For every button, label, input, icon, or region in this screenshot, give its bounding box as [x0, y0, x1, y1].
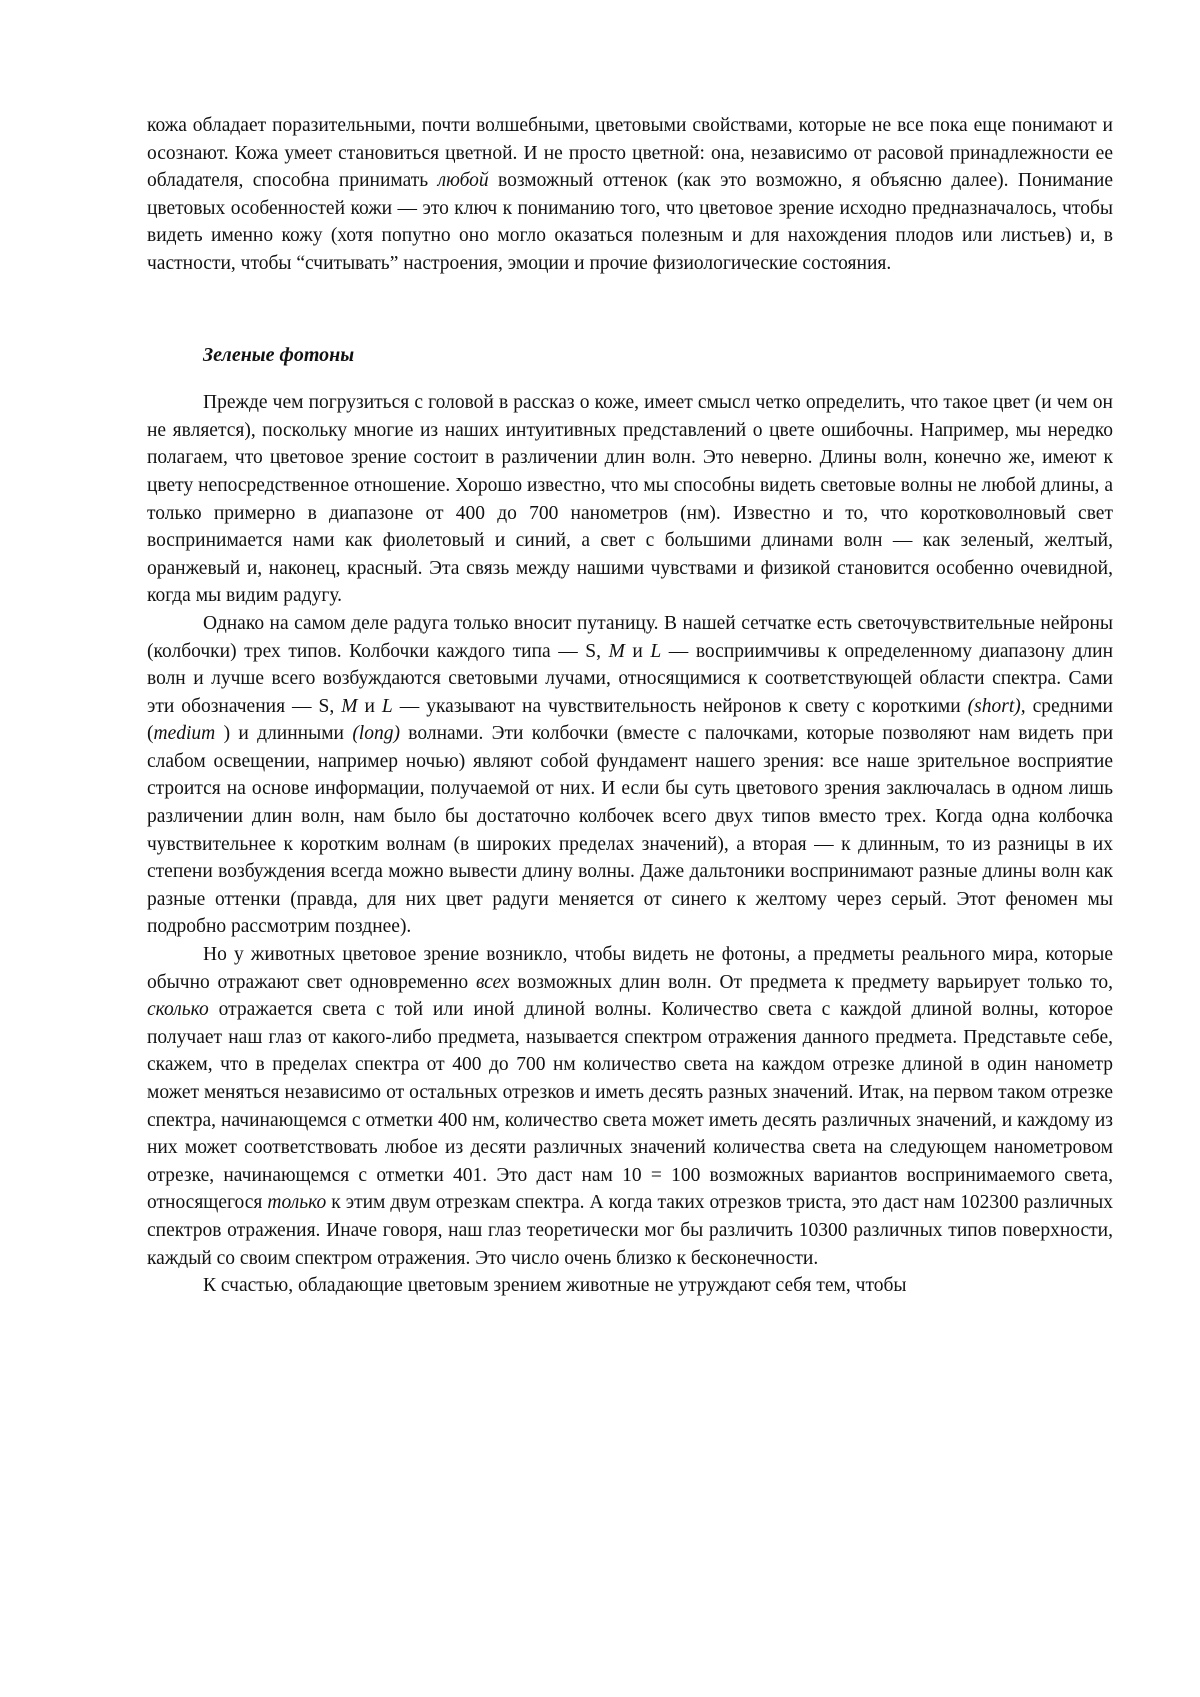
section-heading: Зеленые фотоны — [203, 343, 355, 366]
text-run: Прежде чем погрузиться с головой в рассказ о коже, имеет смысл четко определить, что такое цвет (и чем он не является), поскольку многие из наших интуитивных представлений о цвете ошибочны. Например, мы нередко полагаем, что цветовое зрение состоит в различении длин волн. Это неверно. Длины волн, конечно же, имеют к цвету непосредственное отношение. Хорошо известно, что мы способны видеть световые волны не любой длины, а только примерно в диапазоне от 400 до 700 нанометров (нм). Известно и то, что коротковолновый свет воспринимается нами как фиолетовый и синий, а свет с большими длинами волн — как зеленый, желтый, оранжевый и, наконец, красный. Эта связь между нашими чувствами и физикой становится особенно очевидной, когда мы видим радугу. — [147, 392, 1113, 607]
text-run: возможных длин волн. От предмета к предмету варьирует только то, — [509, 971, 1113, 993]
paragraph — [147, 1272, 1113, 1300]
paragraph — [147, 112, 1113, 278]
italic-text: любой — [437, 170, 489, 192]
paragraph — [147, 941, 1113, 1272]
paragraph — [147, 389, 1113, 610]
text-run: кожа обладает поразительными, почти волшебными, цветовыми свойствами, которые не все пока еще понимают и осознают. Кожа умеет становиться цветной. И не просто цветной: она, независимо от расовой принадлежности ее обладателя, способна принимать — [147, 115, 1113, 192]
text-run: возможный оттенок (как это возможно, я объясню далее). Понимание цветовых особенностей кожи — это ключ к пониманию того, что цветовое зрение исходно предназначалось, чтобы видеть именно кожу (хотя попутно оно могло оказаться полезным и для нахождения плодов или листьев) и, в частности, чтобы “считывать” настроения, эмоции и прочие физиологические состояния. — [147, 170, 1114, 274]
text-run: к этим двум отрезкам спектра. А когда таких отрезков триста, это даст нам 102300 различных спектров отражения. Иначе говоря, наш глаз теоретически мог бы различить 10300 различных типов поверхности, каждый со своим спектром отражения. Это число очень близко к бесконечности. — [147, 1192, 1113, 1269]
italic-text: medium — [153, 723, 216, 745]
paragraph — [147, 610, 1113, 941]
text-run: отражается света с той или иной длиной волны. Количество света с каждой длиной волны, которое получает наш глаз от какого-либо предмета, называется спектром отражения данного предмета. Представьте себе, скажем, что в пределах спектра от 400 до 700 нм количество света на каждом отрезке длиной в один нанометр может меняться независимо от остальных отрезков и иметь десять разных значений. Итак, на первом таком отрезке спектра, начинающемся с отметки 400 нм, количество света может иметь десять различных значений, и каждому из них может соответствовать любое из десяти различных значений количества света на следующем нанометровом отрезке, начинающемся с отметки 401. Это даст нам 10 = 100 возможных вариантов воспринимаемого света, относящегося — [147, 999, 1113, 1214]
italic-text: сколько — [147, 999, 209, 1021]
text-run: К счастью, обладающие цветовым зрением животные не утруждают себя тем, чтобы — [203, 1275, 907, 1297]
italic-text: только — [267, 1192, 327, 1214]
text-run: — указывают на чувствительность нейронов к свету с короткими — [392, 695, 968, 717]
text-run: волнами. Эти колбочки (вместе с палочками, которые позволяют нам видеть при слабом освещении, например ночью) являют собой фундамент нашего зрения: все наше зрительное восприятие строится на основе информации, получаемой от них. И если бы суть цветового зрения заключалась в одном лишь различении длин волн, нам было бы достаточно колбочек всего двух типов вместо трех. Когда одна колбочка чувствительнее к коротким волнам (в широких пределах значений), а вторая — к длинным, то из разницы в их степени возбуждения всегда можно вывести длину волны. Даже дальтоники воспринимают разные длины волн как разные оттенки (правда, для них цвет радуги меняется от синего к желтому через серый. Этот феномен мы подробно рассмотрим позднее). — [147, 723, 1114, 938]
text-run: и — [357, 695, 382, 717]
italic-text: M — [608, 640, 625, 662]
italic-text: L — [650, 640, 662, 662]
italic-text: L — [381, 695, 393, 717]
italic-text: (long) — [352, 723, 400, 745]
text-run: средними ( — [147, 695, 1113, 745]
italic-text: (short), — [967, 695, 1026, 717]
document-page — [147, 112, 1113, 1300]
text-run: Однако на самом деле радуга только вносит путаницу. В нашей сетчатке есть светочувствительные нейроны (колбочки) трех типов. Колбочки каждого типа — S, — [147, 612, 1113, 662]
text-run: — восприимчивы к определенному диапазону длин волн и лучше всего возбуждаются световыми лучами, относящимися к соответствующей области спектра. Сами эти обозначения — S, — [147, 640, 1114, 717]
text-run: ) и длинными — [215, 723, 353, 745]
italic-text: M — [341, 695, 358, 717]
italic-text: всех — [475, 971, 510, 993]
text-run: и — [624, 640, 651, 662]
text-run: Но у животных цветовое зрение возникло, чтобы видеть не фотоны, а предметы реального мира, которые обычно отражают свет одновременно — [147, 944, 1113, 993]
